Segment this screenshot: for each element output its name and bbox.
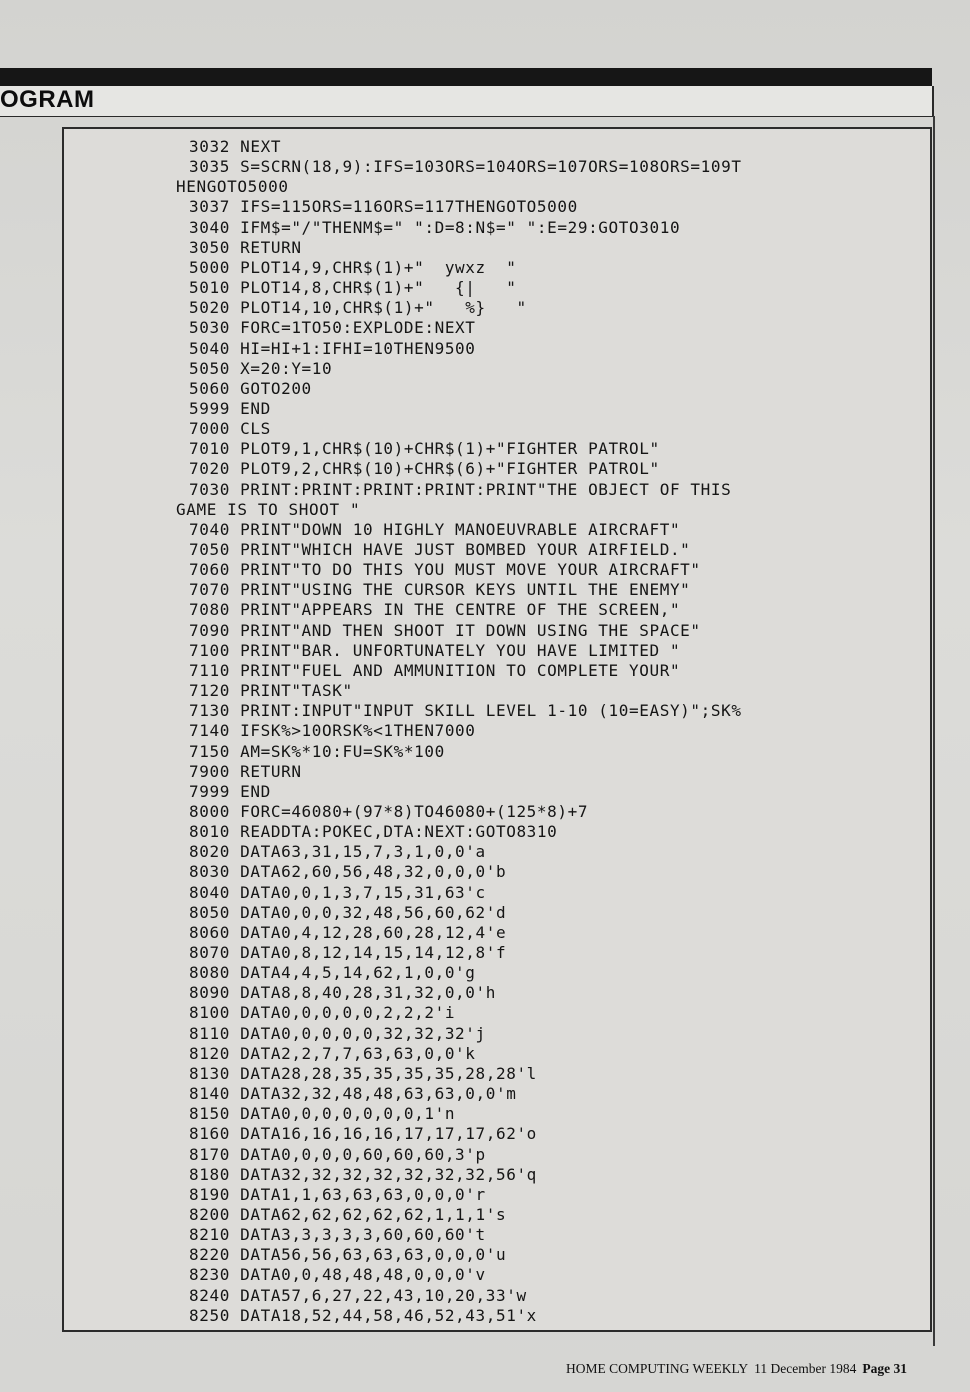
code-line: 5010 PLOT14,8,CHR$(1)+" {| " <box>189 278 517 298</box>
code-line: 7090 PRINT"AND THEN SHOOT IT DOWN USING THE SPACE" <box>189 620 701 640</box>
code-line: 7020 PLOT9,2,CHR$(10)+CHR$(6)+"FIGHTER PATROL" <box>189 459 660 479</box>
code-line: 3040 IFM$="/"THENM$=" ":D=8:N$=" ":E=29:GOTO3010 <box>189 217 681 237</box>
code-line: 7100 PRINT"BAR. UNFORTUNATELY YOU HAVE LIMITED " <box>189 640 681 660</box>
code-line: 8250 DATA18,52,44,58,46,52,43,51'x <box>189 1305 537 1325</box>
code-line: 7140 IFSK%>10ORSK%<1THEN7000 <box>189 721 476 741</box>
page-footer <box>566 1361 907 1377</box>
code-line: 7050 PRINT"WHICH HAVE JUST BOMBED YOUR AIRFIELD." <box>189 540 691 559</box>
code-line: 5020 PLOT14,10,CHR$(1)+" %} " <box>189 298 527 318</box>
code-line: 5050 X=20:Y=10 <box>189 358 333 378</box>
code-line: 8140 DATA32,32,48,48,63,63,0,0'm <box>189 1084 517 1104</box>
footer-date: 11 December 1984 <box>754 1361 857 1376</box>
code-line: 3032 NEXT <box>189 137 282 156</box>
footer-page-number: Page 31 <box>862 1361 907 1376</box>
code-line: 5060 GOTO200 <box>189 378 312 398</box>
section-title: OGRAM <box>0 86 95 113</box>
code-line: 7070 PRINT"USING THE CURSOR KEYS UNTIL THE ENEMY" <box>189 580 691 600</box>
code-line: 5999 END <box>189 398 271 418</box>
code-line: 7110 PRINT"FUEL AND AMMUNITION TO COMPLETE YOUR" <box>189 660 681 680</box>
code-line: 8070 DATA0,8,12,14,15,14,12,8'f <box>189 943 507 962</box>
code-line: 7999 END <box>189 781 271 801</box>
header-band <box>0 86 934 117</box>
footer-publication: HOME COMPUTING WEEKLY <box>566 1361 749 1376</box>
code-line: 7900 RETURN <box>189 761 302 781</box>
code-line: 8110 DATA0,0,0,0,0,32,32,32'j <box>189 1023 486 1043</box>
code-line: 8210 DATA3,3,3,3,3,60,60,60't <box>189 1225 486 1245</box>
program-listing-box <box>62 127 932 1332</box>
code-line: 8080 DATA4,4,5,14,62,1,0,0'g <box>189 963 476 983</box>
code-line: 3037 IFS=115ORS=116ORS=117THENGOTO5000 <box>189 197 578 217</box>
header-black-bar <box>0 68 932 86</box>
code-line: 8100 DATA0,0,0,0,0,2,2,2'i <box>189 1003 456 1023</box>
code-line: 3050 RETURN <box>189 237 302 257</box>
code-line: 8020 DATA63,31,15,7,3,1,0,0'a <box>189 842 486 862</box>
code-line: 8200 DATA62,62,62,62,62,1,1,1's <box>189 1204 507 1224</box>
code-line: 7080 PRINT"APPEARS IN THE CENTRE OF THE SCREEN," <box>189 600 681 620</box>
code-line: 7030 PRINT:PRINT:PRINT:PRINT:PRINT"THE OBJECT OF THIS <box>189 479 732 499</box>
code-line: 8130 DATA28,28,35,35,35,35,28,28'l <box>189 1063 537 1083</box>
code-line: GAME IS TO SHOOT " <box>176 499 361 519</box>
code-line: 8000 FORC=46080+(97*8)TO46080+(125*8)+7 <box>189 801 589 821</box>
code-line: 8220 DATA56,56,63,63,63,0,0,0'u <box>189 1245 507 1265</box>
code-line: 8010 READDTA:POKEC,DTA:NEXT:GOTO8310 <box>189 822 558 842</box>
code-line: 8150 DATA0,0,0,0,0,0,0,1'n <box>189 1104 456 1124</box>
code-line: 7000 CLS <box>189 419 271 439</box>
code-line: 7040 PRINT"DOWN 10 HIGHLY MANOEUVRABLE AIRCRAFT" <box>189 519 681 539</box>
code-line: 8160 DATA16,16,16,16,17,17,17,62'o <box>189 1124 537 1144</box>
code-line: 3035 S=SCRN(18,9):IFS=103ORS=104ORS=107ORS=108ORS=109T <box>189 157 742 177</box>
code-line: 8050 DATA0,0,0,32,48,56,60,62'd <box>189 902 507 922</box>
code-line: 5000 PLOT14,9,CHR$(1)+" ywxz " <box>189 257 517 277</box>
code-line: 8180 DATA32,32,32,32,32,32,32,56'q <box>189 1164 537 1184</box>
code-line: 8030 DATA62,60,56,48,32,0,0,0'b <box>189 862 507 882</box>
code-line: HENGOTO5000 <box>176 177 289 197</box>
code-line: 8120 DATA2,2,7,7,63,63,0,0'k <box>189 1043 476 1063</box>
code-line: 7060 PRINT"TO DO THIS YOU MUST MOVE YOUR AIRCRAFT" <box>189 560 701 580</box>
code-line: 7120 PRINT"TASK" <box>189 681 353 701</box>
code-line: 8090 DATA8,8,40,28,31,32,0,0'h <box>189 983 496 1003</box>
code-line: 8170 DATA0,0,0,0,60,60,60,3'p <box>189 1144 486 1164</box>
code-line: 7150 AM=SK%*10:FU=SK%*100 <box>189 741 445 761</box>
code-line: 8190 DATA1,1,63,63,63,0,0,0'r <box>189 1184 486 1204</box>
code-line: 8240 DATA57,6,27,22,43,10,20,33'w <box>189 1285 527 1305</box>
code-line: 5030 FORC=1TO50:EXPLODE:NEXT <box>189 318 476 338</box>
code-line: 5040 HI=HI+1:IFHI=10THEN9500 <box>189 338 476 358</box>
code-line: 7010 PLOT9,1,CHR$(10)+CHR$(1)+"FIGHTER PATROL" <box>189 439 660 459</box>
code-line: 8060 DATA0,4,12,28,60,28,12,4'e <box>189 922 507 942</box>
code-line: 7130 PRINT:INPUT"INPUT SKILL LEVEL 1-10 (10=EASY)";SK% <box>189 701 742 721</box>
code-line: 8230 DATA0,0,48,48,48,0,0,0'v <box>189 1265 486 1285</box>
right-margin-rule <box>933 116 935 1346</box>
code-line: 8040 DATA0,0,1,3,7,15,31,63'c <box>189 882 486 902</box>
